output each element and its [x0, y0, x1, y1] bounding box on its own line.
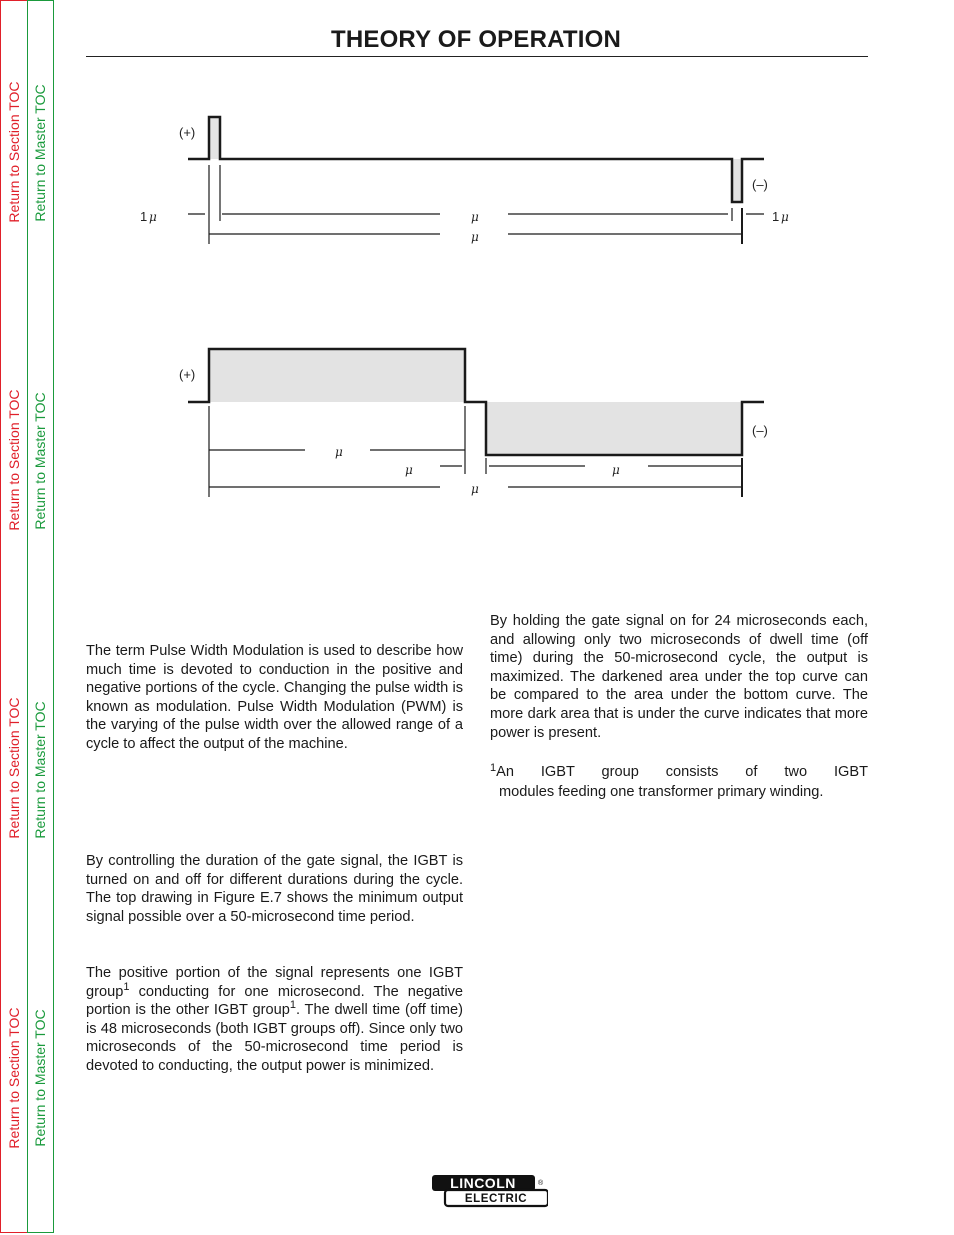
mu-symbol: μ	[335, 445, 343, 459]
mu-symbol: μ	[471, 482, 479, 496]
mu-symbol: μ	[405, 463, 413, 477]
svg-text:ELECTRIC: ELECTRIC	[464, 1193, 528, 1205]
return-to-section-toc-link[interactable]: Return to Section TOC	[6, 81, 22, 223]
svg-text:®: ®	[538, 1180, 544, 1187]
footnote-text-rest: modules feeding one transformer primary winding.	[499, 783, 824, 800]
return-to-master-toc-link[interactable]: Return to Master TOC	[32, 84, 48, 222]
footnote	[490, 763, 868, 801]
return-to-section-toc-link[interactable]: Return to Section TOC	[6, 697, 22, 839]
return-to-master-toc-link[interactable]: Return to Master TOC	[32, 392, 48, 530]
pwm-waveform-diagrams	[0, 0, 954, 560]
minimum-output-text-c: . The dwell time (off time) is 48 microseconds (both IGBT groups off). Since only two microseconds of the 50-microsecond time period is devoted to conducting, the output power is minimized.	[86, 1002, 463, 1074]
footnote-number: 1	[490, 762, 497, 774]
minimum-output-text-a: The positive portion of the signal represents one IGBT group	[86, 965, 463, 1000]
footnote-ref: 1	[289, 999, 296, 1012]
page-title: THEORY OF OPERATION	[330, 26, 622, 53]
positive-label-bottom: (+)	[179, 367, 196, 382]
positive-pulse-dim-top: 1	[140, 209, 148, 224]
minimum-output-waveform	[188, 117, 764, 244]
lincoln-electric-logo	[432, 1172, 548, 1208]
return-to-section-toc-link[interactable]: Return to Section TOC	[6, 1007, 22, 1149]
negative-label-top: (–)	[752, 177, 768, 192]
footnote-ref: 1	[123, 980, 130, 993]
minimum-output-paragraph	[86, 964, 463, 1076]
return-to-master-toc-link[interactable]: Return to Master TOC	[32, 701, 48, 839]
maximum-output-paragraph: By holding the gate signal on for 24 microseconds each, and allowing only two microseconds of dwell time (off time) during the 50-microsecond cycle, the output is maximized. The darkened area under the top curve can be compared to the area under the bottom curve. The more dark area that is under the curve indicates that more power is present.	[490, 613, 868, 741]
footnote-text-first: An IGBT group consists of two IGBT	[496, 764, 868, 780]
return-to-section-toc-link[interactable]: Return to Section TOC	[6, 389, 22, 531]
pwm-definition-paragraph: The term Pulse Width Modulation is used to describe how much time is devoted to conduction in the positive and negative portions of the cycle. Changing the pulse width is known as modulation. Pulse Width Modulation (PWM) is the varying of the pulse width over the allowed range of a cycle to affect the output of the machine.	[86, 643, 463, 752]
mu-symbol: μ	[149, 210, 157, 224]
mu-symbol: μ	[781, 210, 789, 224]
svg-text:LINCOLN: LINCOLN	[450, 1175, 516, 1191]
mu-symbol: μ	[471, 230, 479, 244]
positive-label-top: (+)	[179, 125, 196, 140]
negative-label-bottom: (–)	[752, 423, 768, 438]
minimum-output-text-b: conducting for one microsecond. The negative portion is the other IGBT group	[86, 983, 463, 1019]
maximum-output-waveform	[188, 349, 764, 497]
gate-signal-paragraph: By controlling the duration of the gate signal, the IGBT is turned on and off for different durations during the cycle. The top drawing in Figure E.7 shows the minimum output signal possible over a 50-microsecond time period.	[86, 853, 463, 925]
negative-pulse-dim-top: 1	[772, 209, 780, 224]
mu-symbol: μ	[471, 210, 479, 224]
return-to-master-toc-link[interactable]: Return to Master TOC	[32, 1009, 48, 1147]
mu-symbol: μ	[612, 463, 620, 477]
